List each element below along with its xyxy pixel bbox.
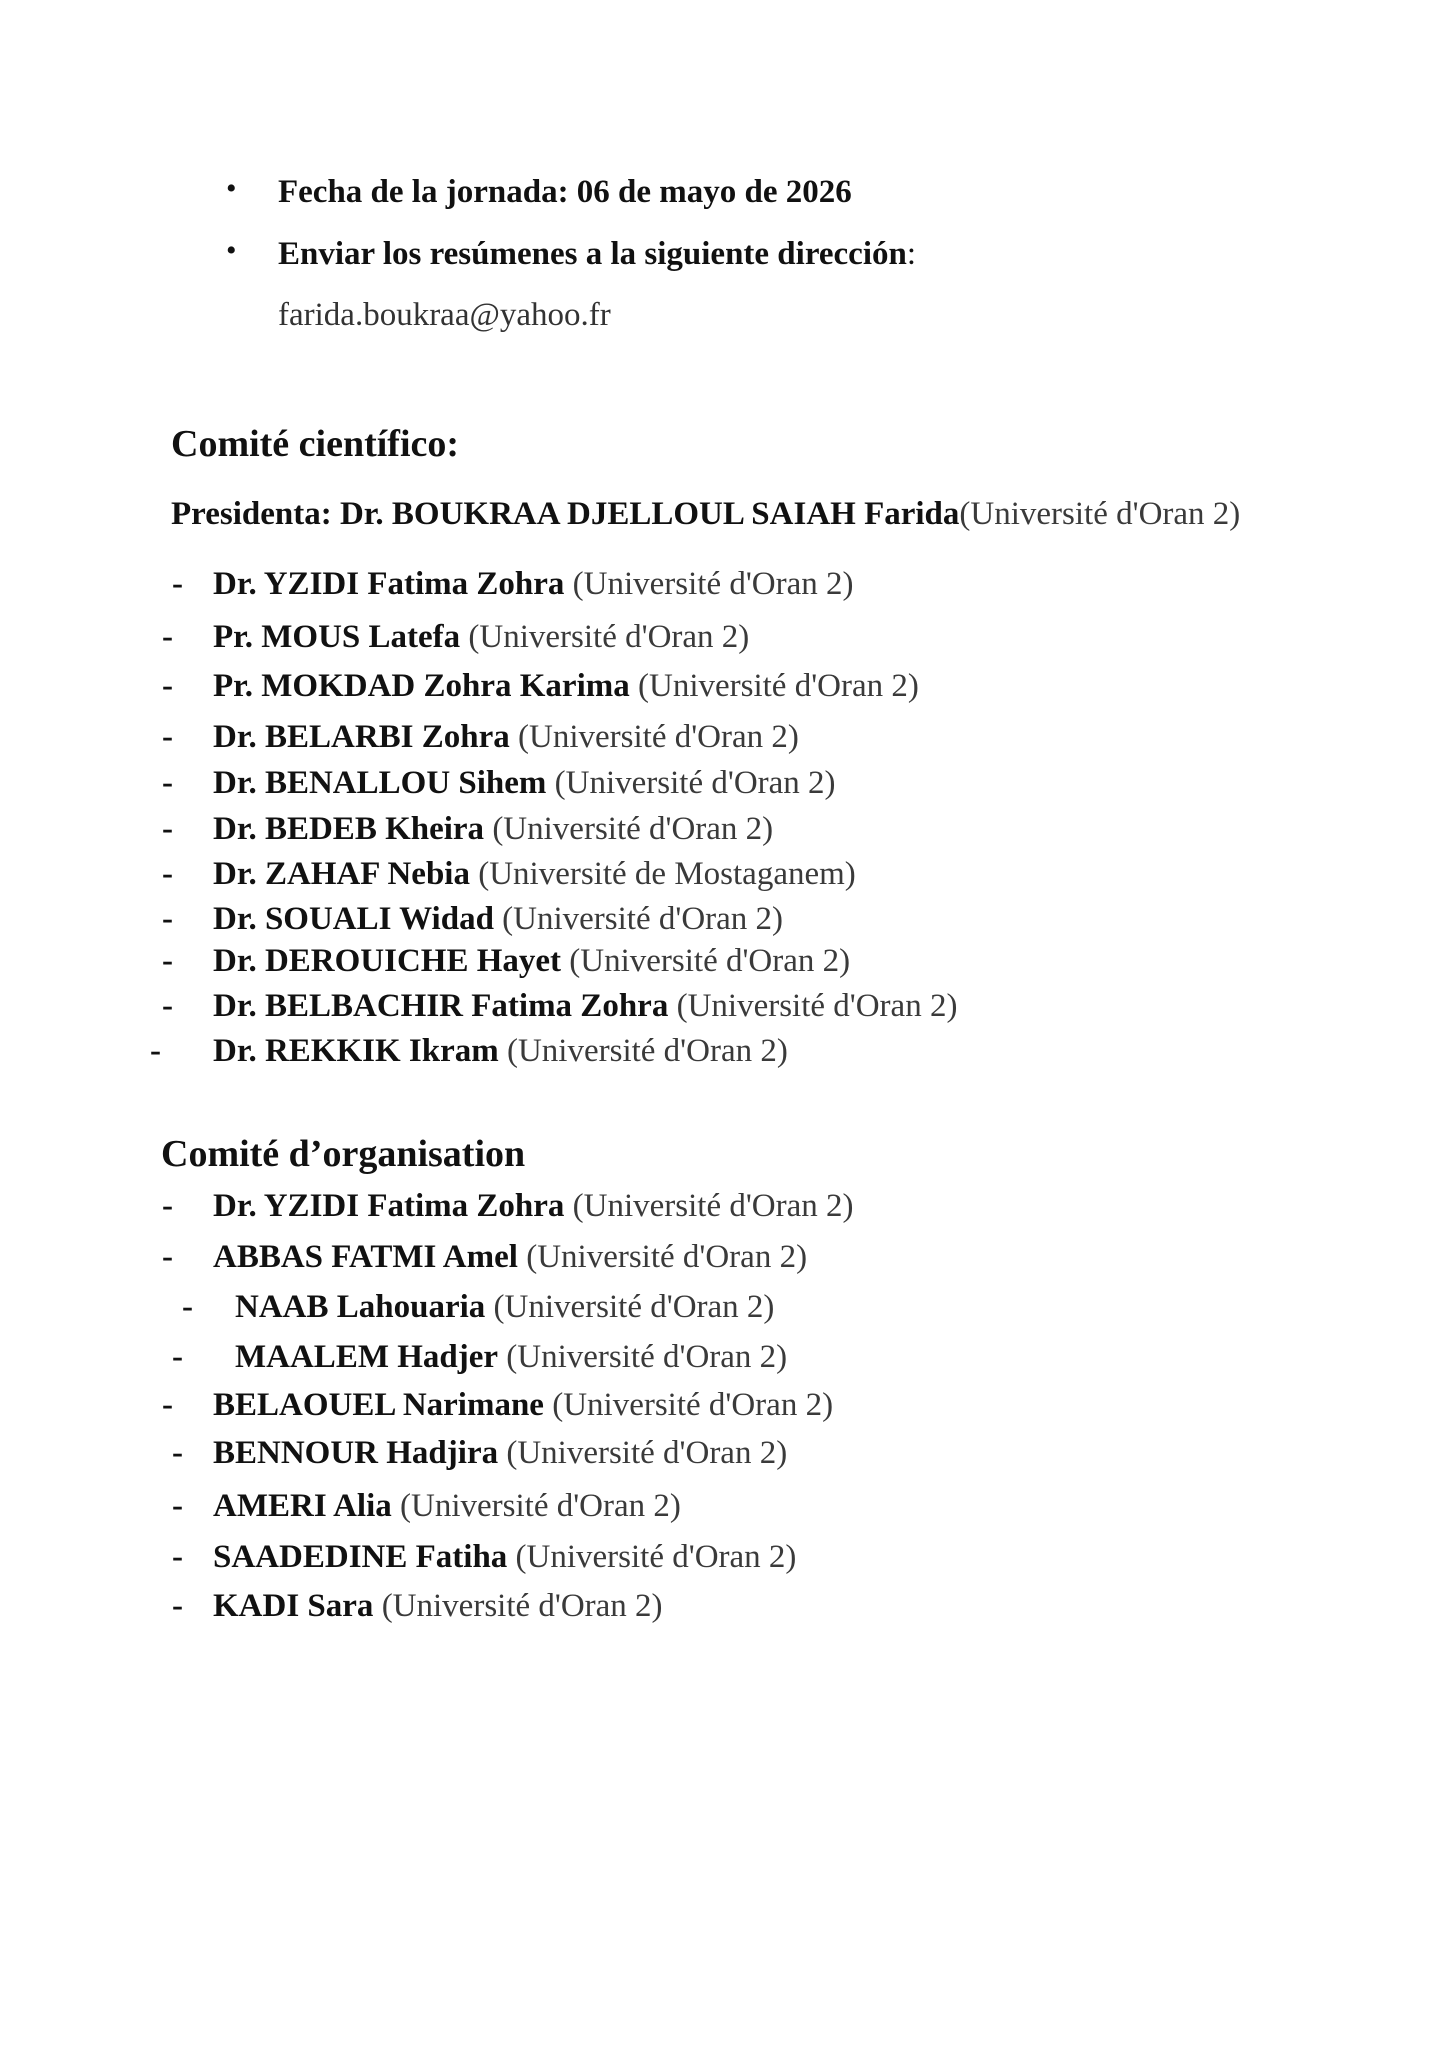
dash-marker: - bbox=[162, 765, 173, 801]
member-name: SAADEDINE Fatiha bbox=[213, 1539, 508, 1575]
member-name: Pr. MOKDAD Zohra Karima bbox=[213, 668, 630, 704]
member-affiliation: (Université d'Oran 2) bbox=[526, 1239, 808, 1275]
member-name: NAAB Lahouaria bbox=[235, 1289, 486, 1325]
member-affiliation: (Université d'Oran 2) bbox=[572, 1188, 854, 1224]
member-name: Dr. YZIDI Fatima Zohra bbox=[213, 1188, 565, 1224]
dash-marker: - bbox=[162, 668, 173, 704]
bullet-icon: • bbox=[226, 172, 237, 205]
dash-marker: - bbox=[172, 1488, 183, 1524]
member-affiliation: (Université d'Oran 2) bbox=[552, 1387, 834, 1423]
dash-marker: - bbox=[162, 719, 173, 755]
member-name: Pr. MOUS Latefa bbox=[213, 619, 461, 655]
member-affiliation: (Université de Mostaganem) bbox=[478, 856, 856, 892]
dash-marker: - bbox=[172, 566, 183, 602]
member-name: Dr. BEDEB Kheira bbox=[213, 811, 485, 847]
member-affiliation: (Université d'Oran 2) bbox=[506, 1033, 788, 1069]
member-name: Dr. BELBACHIR Fatima Zohra bbox=[213, 988, 669, 1024]
president-affiliation: (Université d'Oran 2) bbox=[959, 496, 1241, 532]
dash-marker: - bbox=[162, 856, 173, 892]
member-affiliation: (Université d'Oran 2) bbox=[502, 901, 784, 937]
member-affiliation: (Université d'Oran 2) bbox=[468, 619, 750, 655]
member-name: KADI Sara bbox=[213, 1588, 374, 1624]
dash-marker: - bbox=[182, 1289, 193, 1325]
member-name: Dr. BELARBI Zohra bbox=[213, 719, 510, 755]
dash-marker: - bbox=[162, 988, 173, 1024]
bullet-icon: • bbox=[226, 234, 237, 267]
member-name: Dr. BENALLOU Sihem bbox=[213, 765, 547, 801]
dash-marker: - bbox=[172, 1539, 183, 1575]
president-name: Presidenta: Dr. BOUKRAA DJELLOUL SAIAH Farida bbox=[171, 496, 960, 532]
member-name: ABBAS FATMI Amel bbox=[213, 1239, 518, 1275]
dash-marker: - bbox=[172, 1339, 183, 1375]
member-name: BENNOUR Hadjira bbox=[213, 1435, 499, 1471]
member-name: BELAOUEL Narimane bbox=[213, 1387, 544, 1423]
email-address: farida.boukraa@yahoo.fr bbox=[278, 297, 611, 333]
organising-committee-heading: Comité d’organisation bbox=[161, 1133, 526, 1175]
scientific-committee-heading: Comité científico: bbox=[171, 423, 460, 465]
member-name: Dr. ZAHAF Nebia bbox=[213, 856, 470, 892]
member-affiliation: (Université d'Oran 2) bbox=[506, 1435, 788, 1471]
member-affiliation: (Université d'Oran 2) bbox=[493, 1289, 775, 1325]
member-name: Dr. YZIDI Fatima Zohra bbox=[213, 566, 565, 602]
member-affiliation: (Université d'Oran 2) bbox=[381, 1588, 663, 1624]
event-date: Fecha de la jornada: 06 de mayo de 2026 bbox=[278, 174, 852, 210]
dash-marker: - bbox=[172, 1588, 183, 1624]
member-name: Dr. REKKIK Ikram bbox=[213, 1033, 499, 1069]
dash-marker: - bbox=[162, 1239, 173, 1275]
dash-marker: - bbox=[162, 811, 173, 847]
send-instruction bbox=[278, 234, 916, 274]
member-affiliation: (Université d'Oran 2) bbox=[492, 811, 774, 847]
dash-marker: - bbox=[162, 1188, 173, 1224]
member-name: MAALEM Hadjer bbox=[235, 1339, 499, 1375]
member-affiliation: (Université d'Oran 2) bbox=[676, 988, 958, 1024]
dash-marker: - bbox=[162, 1387, 173, 1423]
send-colon: : bbox=[906, 236, 917, 272]
dash-marker: - bbox=[150, 1033, 161, 1069]
member-name: Dr. DEROUICHE Hayet bbox=[213, 943, 562, 979]
member-name: AMERI Alia bbox=[213, 1488, 392, 1524]
member-affiliation: (Université d'Oran 2) bbox=[638, 668, 919, 704]
member-affiliation: (Université d'Oran 2) bbox=[554, 765, 836, 801]
dash-marker: - bbox=[162, 619, 173, 655]
dash-marker: - bbox=[172, 1435, 183, 1471]
member-affiliation: (Université d'Oran 2) bbox=[506, 1339, 788, 1375]
member-affiliation: (Université d'Oran 2) bbox=[515, 1539, 797, 1575]
member-affiliation: (Université d'Oran 2) bbox=[572, 566, 854, 602]
dash-marker: - bbox=[162, 901, 173, 937]
member-affiliation: (Université d'Oran 2) bbox=[518, 719, 799, 755]
send-label: Enviar los resúmenes a la siguiente dirección bbox=[278, 236, 907, 272]
member-name: Dr. SOUALI Widad bbox=[213, 901, 494, 937]
committee-president bbox=[171, 494, 1240, 534]
member-affiliation: (Université d'Oran 2) bbox=[569, 943, 851, 979]
member-affiliation: (Université d'Oran 2) bbox=[400, 1488, 681, 1524]
dash-marker: - bbox=[162, 943, 173, 979]
